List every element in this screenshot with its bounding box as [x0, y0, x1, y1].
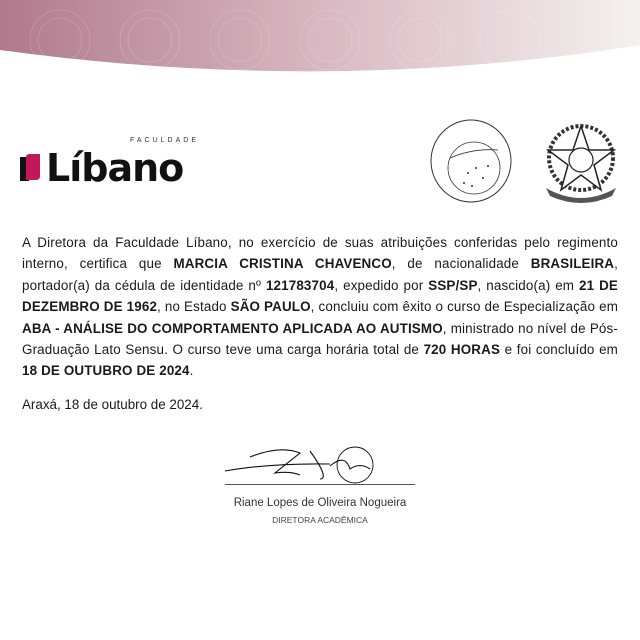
handwritten-signature [220, 445, 420, 485]
certificate-text-column [22, 232, 618, 414]
highlighted-value: SÃO PAULO [230, 299, 311, 315]
republic-seal-icon [428, 118, 514, 204]
highlighted-value: 18 DE OUTUBRO DE 2024 [22, 363, 190, 379]
signatory-role: DIRETORA ACADÊMICA [272, 515, 368, 525]
body-text-segment: A Diretora da Faculdade Líbano, no exercício de suas atribuições conferidas pelo regimento interno, certifica que [22, 235, 618, 272]
highlighted-value: MARCIA CRISTINA CHAVENCO [173, 256, 392, 272]
highlighted-value: ABA - ANÁLISE DO COMPORTAMENTO APLICADA AO AUTISMO [22, 320, 443, 336]
body-text-segment: , expedido por [334, 277, 429, 293]
body-text-segment: , concluiu com êxito o curso de Especialização em [310, 299, 618, 315]
highlighted-value: SSP/SP [428, 277, 478, 293]
signature-line [225, 484, 415, 485]
place-date: Araxá, 18 de outubro de 2024. [22, 396, 203, 412]
highlighted-value: 121783704 [265, 277, 335, 293]
body-text-segment: , nascido(a) em [477, 277, 580, 293]
logo-faculdade: FACULDADE [130, 137, 200, 144]
decorative-banner [0, 0, 640, 80]
signatory-name: Riane Lopes de Oliveira Nogueira [233, 497, 407, 509]
body-text-segment: e foi concluído em [500, 342, 618, 358]
body-text-segment: . [189, 363, 194, 379]
logo-name: Líbano [46, 146, 184, 190]
logo-mark-icon [20, 154, 42, 184]
highlighted-value: BRASILEIRA [530, 256, 615, 272]
body-text-segment: , de nacionalidade [391, 256, 531, 272]
body-text-segment: , no Estado [157, 299, 231, 315]
faculdade-libano-logo [20, 136, 220, 190]
highlighted-value: 21 DE DEZEMBRO DE 1962 [22, 277, 619, 315]
highlighted-value: 720 HORAS [423, 342, 501, 358]
body-text-segment: , portador(a) da cédula de identidade nº [22, 256, 618, 293]
certificate-body [22, 232, 618, 382]
brazil-coat-of-arms-icon [538, 118, 624, 204]
body-text-segment: , ministrado no nível de Pós-Graduação Lato Sensu. O curso teve uma carga horária total de [22, 320, 618, 358]
